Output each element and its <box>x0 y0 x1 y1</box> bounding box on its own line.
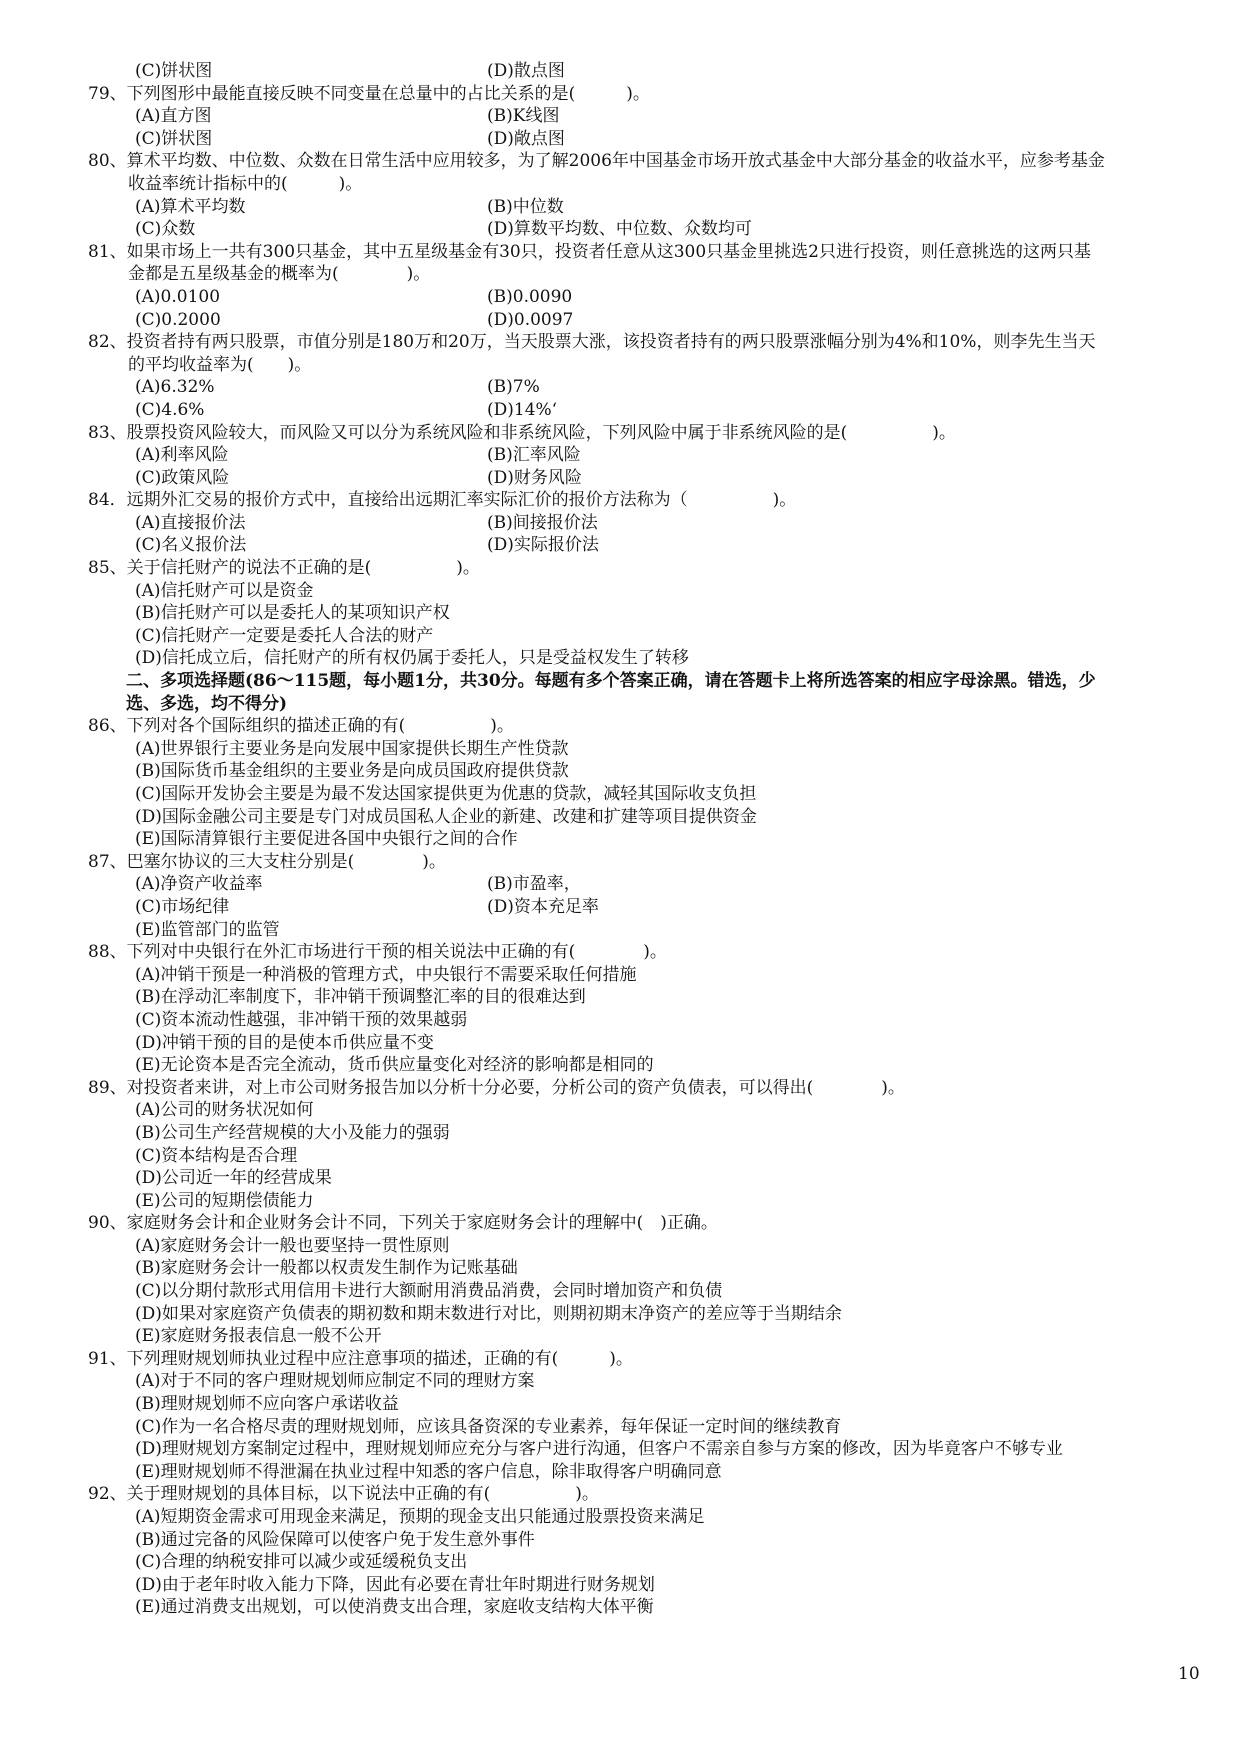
question-text: 79、下列图形中最能直接反映不同变量在总量中的占比关系的是( )。 <box>88 83 650 104</box>
question-text: 86、下列对各个国际组织的描述正确的有( )。 <box>88 716 514 737</box>
question-text: 90、家庭财务会计和企业财务会计不同，下列关于家庭财务会计的理解中( )正确。 <box>88 1213 718 1234</box>
option-item: (B)信托财产可以是委托人的某项知识产权 <box>135 603 450 624</box>
option-item: (B)家庭财务会计一般都以权责发生制作为记账基础 <box>135 1258 518 1279</box>
option-row <box>0 60 1241 83</box>
option-item: (D)由于老年时收入能力下降，因此有必要在青壮年时期进行财务规划 <box>135 1574 655 1595</box>
option-item: (A)世界银行主要业务是向发展中国家提供长期生产性贷款 <box>135 738 569 759</box>
question-text: 82、投资者持有两只股票，市值分别是180万和20万，当天股票大涨，该投资者持有的两只股票涨幅分别为4%和10%，则李先生当天 <box>88 332 1096 353</box>
option-right: (D)算数平均数、中位数、众数均可 <box>487 219 752 240</box>
option-row <box>0 534 1241 557</box>
option-item: (B)通过完备的风险保障可以使客户免于发生意外事件 <box>135 1529 535 1550</box>
option-item: (A)信托财产可以是资金 <box>135 580 314 601</box>
option-item: (D)如果对家庭资产负债表的期初数和期末数进行对比，则期初期末净资产的差应等于当期结余 <box>135 1303 842 1324</box>
option-right: (D)0.0097 <box>487 309 574 330</box>
option-right: (B)中位数 <box>487 196 564 217</box>
option-row <box>0 512 1241 535</box>
option-item: (E)家庭财务报表信息一般不公开 <box>135 1326 382 1347</box>
option-left: (C)0.2000 <box>135 309 221 330</box>
option-row <box>0 196 1241 219</box>
option-row <box>0 309 1241 332</box>
option-item: (C)以分期付款形式用信用卡进行大额耐用消费品消费，会同时增加资产和负债 <box>135 1281 723 1302</box>
question-text: 91、下列理财规划师执业过程中应注意事项的描述，正确的有( )。 <box>88 1348 633 1369</box>
option-row <box>0 218 1241 241</box>
option-item: (E)公司的短期偿债能力 <box>135 1190 314 1211</box>
option-row <box>0 444 1241 467</box>
question-continuation: 收益率统计指标中的( )。 <box>128 173 363 194</box>
option-item: (C)作为一名合格尽责的理财规划师，应该具备资深的专业素养，每年保证一定时间的继续教育 <box>135 1416 842 1437</box>
question-text: 81、如果市场上一共有300只基金，其中五星级基金有30只，投资者任意从这300只基金里挑选2只进行投资，则任意挑选的这两只基 <box>88 241 1091 262</box>
option-item: (D)信托成立后，信托财产的所有权仍属于委托人，只是受益权发生了转移 <box>135 648 689 669</box>
question-text: 84．远期外汇交易的报价方式中，直接给出远期汇率实际汇价的报价方法称为（ )。 <box>88 490 797 511</box>
exam-content <box>0 60 1241 1619</box>
page-number: 10 <box>1178 1664 1200 1684</box>
section-heading: 二、多项选择题(86～115题，每小题1分，共30分。每题有多个答案正确，请在答题卡上将所选答案的相应字母涂黑。错选，少 <box>126 671 1096 692</box>
option-right: (B)0.0090 <box>487 286 573 307</box>
question-continuation: 的平均收益率为( )。 <box>128 354 312 375</box>
option-item: (C)信托财产一定要是委托人合法的财产 <box>135 625 434 646</box>
option-left: (A)算术平均数 <box>135 196 246 217</box>
question-text: 83、股票投资风险较大，而风险又可以分为系统风险和非系统风险，下列风险中属于非系统风险的是( )。 <box>88 422 956 443</box>
option-row <box>0 399 1241 422</box>
option-item: (A)公司的财务状况如何 <box>135 1100 314 1121</box>
option-left: (A)利率风险 <box>135 445 229 466</box>
option-row <box>0 286 1241 309</box>
option-item: (E)监管部门的监管 <box>135 919 280 940</box>
option-row <box>0 873 1241 896</box>
option-row <box>0 467 1241 490</box>
option-left: (A)0.0100 <box>135 286 221 307</box>
option-right: (D)财务风险 <box>487 467 582 488</box>
option-left: (C)4.6% <box>135 399 205 420</box>
option-right: (D)实际报价法 <box>487 535 599 556</box>
option-item: (C)资本结构是否合理 <box>135 1145 298 1166</box>
option-left: (C)名义报价法 <box>135 535 247 556</box>
option-item: (D)理财规划方案制定过程中，理财规划师应充分与客户进行沟通，但客户不需亲自参与方案的修改，因为毕竟客户不够专业 <box>135 1439 1063 1460</box>
option-right: (D)敞点图 <box>487 128 565 149</box>
option-left: (C)饼状图 <box>135 128 213 149</box>
option-left: (C)饼状图 <box>135 61 213 81</box>
option-item: (E)无论资本是否完全流动，货币供应量变化对经济的影响都是相同的 <box>135 1055 654 1076</box>
option-right: (D)14%‘ <box>487 399 558 420</box>
option-row <box>0 105 1241 128</box>
option-row <box>0 896 1241 919</box>
section-heading-continuation: 选、多选，均不得分) <box>126 693 288 714</box>
option-item: (E)通过消费支出规划，可以使消费支出合理，家庭收支结构大体平衡 <box>135 1597 654 1618</box>
option-right: (B)汇率风险 <box>487 445 581 466</box>
option-item: (A)家庭财务会计一般也要坚持一贯性原则 <box>135 1235 450 1256</box>
option-left: (A)直接报价法 <box>135 512 246 533</box>
question-continuation: 金都是五星级基金的概率为( )。 <box>128 264 431 285</box>
option-item: (A)短期资金需求可用现金来满足，预期的现金支出只能通过股票投资来满足 <box>135 1507 705 1527</box>
option-right: (D)散点图 <box>487 61 565 81</box>
question-text: 89、对投资者来讲，对上市公司财务报告加以分析十分必要，分析公司的资产负债表，可以得出( )。 <box>88 1077 905 1098</box>
option-item: (B)国际货币基金组织的主要业务是向成员国政府提供贷款 <box>135 761 569 782</box>
option-left: (A)直方图 <box>135 106 212 127</box>
option-item: (C)合理的纳税安排可以减少或延缓税负支出 <box>135 1552 468 1573</box>
option-item: (A)冲销干预是一种消极的管理方式，中央银行不需要采取任何措施 <box>135 964 637 985</box>
option-left: (C)众数 <box>135 219 196 240</box>
option-left: (A)6.32% <box>135 377 215 398</box>
question-text: 92、关于理财规划的具体目标，以下说法中正确的有( )。 <box>88 1484 599 1505</box>
question-text: 87、巴塞尔协议的三大支柱分别是( )。 <box>88 851 446 872</box>
question-text: 88、下列对中央银行在外汇市场进行干预的相关说法中正确的有( )。 <box>88 942 667 963</box>
option-item: (B)在浮动汇率制度下，非冲销干预调整汇率的目的很难达到 <box>135 987 586 1008</box>
option-row <box>0 128 1241 151</box>
option-left: (C)政策风险 <box>135 467 230 488</box>
option-right: (B)间接报价法 <box>487 512 598 533</box>
option-item: (C)国际开发协会主要是为最不发达国家提供更为优惠的贷款，减轻其国际收支负担 <box>135 784 757 804</box>
option-item: (B)理财规划师不应向客户承诺收益 <box>135 1394 399 1415</box>
option-item: (C)资本流动性越强，非冲销干预的效果越弱 <box>135 1009 468 1030</box>
question-text: 85、关于信托财产的说法不正确的是( )。 <box>88 558 480 579</box>
option-right: (D)资本充足率 <box>487 896 599 917</box>
option-item: (E)国际清算银行主要促进各国中央银行之间的合作 <box>135 829 518 850</box>
option-item: (B)公司生产经营规模的大小及能力的强弱 <box>135 1122 450 1143</box>
option-right: (B)K线图 <box>487 106 560 127</box>
option-left: (C)市场纪律 <box>135 896 230 917</box>
option-left: (A)净资产收益率 <box>135 874 263 895</box>
question-text: 80、算术平均数、中位数、众数在日常生活中应用较多，为了解2006年中国基金市场开放式基金中大部分基金的收益水平，应参考基金 <box>88 151 1105 172</box>
option-row <box>0 376 1241 399</box>
option-right: (B)7% <box>487 377 540 398</box>
option-item: (D)国际金融公司主要是专门对成员国私人企业的新建、改建和扩建等项目提供资金 <box>135 806 757 827</box>
option-item: (A)对于不同的客户理财规划师应制定不同的理财方案 <box>135 1371 535 1392</box>
option-item: (E)理财规划师不得泄漏在执业过程中知悉的客户信息，除非取得客户明确同意 <box>135 1461 722 1482</box>
option-item: (D)公司近一年的经营成果 <box>135 1168 332 1189</box>
option-right: (B)市盈率， <box>487 874 581 895</box>
option-item: (D)冲销干预的目的是使本币供应量不变 <box>135 1032 434 1053</box>
